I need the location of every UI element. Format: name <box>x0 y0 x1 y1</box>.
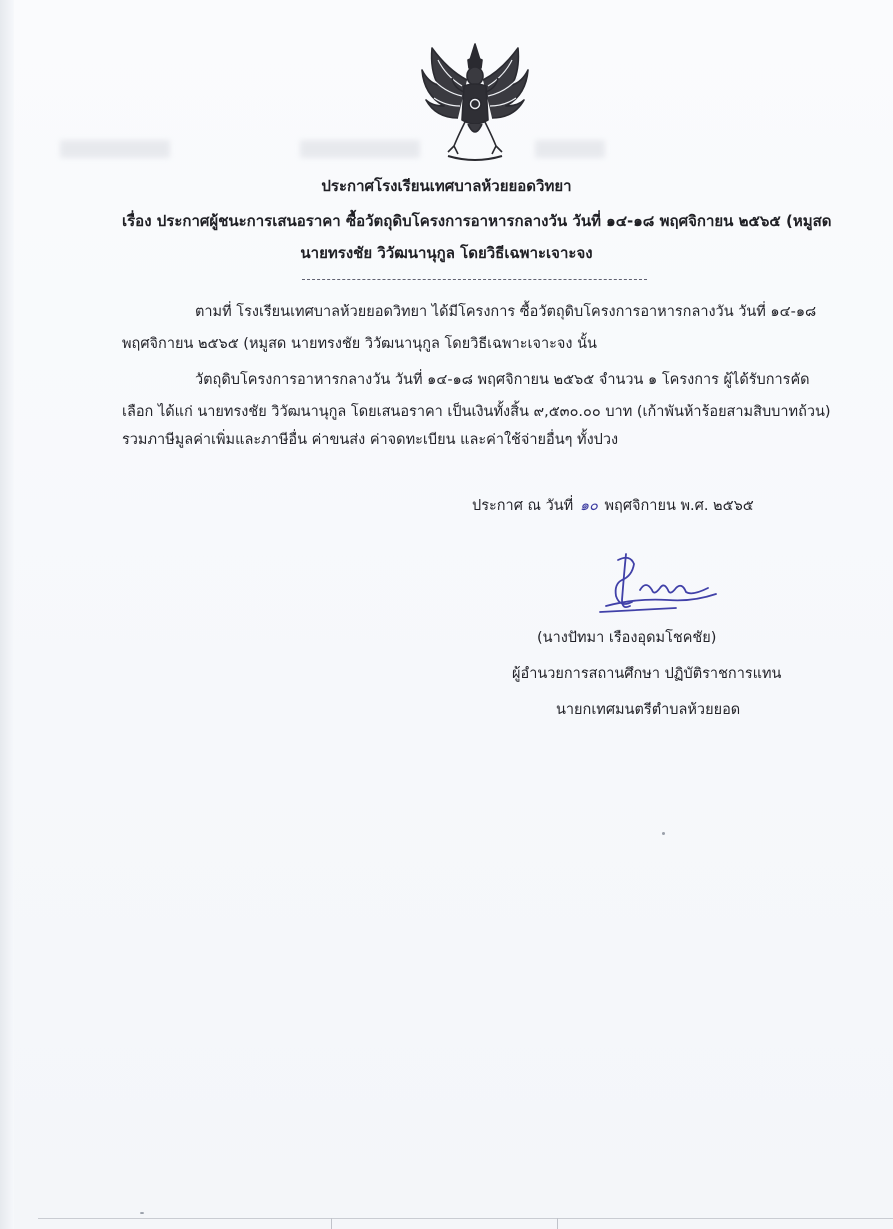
scan-smudge-right <box>535 140 605 158</box>
footer-rule <box>38 1218 893 1219</box>
signatory-name: (นางปัทมา เรืองอุดมโชคชัย) <box>537 630 717 646</box>
announce-date-day: ๑๐ <box>579 498 598 514</box>
scan-smudge-left <box>60 140 170 158</box>
paragraph-2-line-2: เลือก ได้แก่ นายทรงชัย วิวัฒนานุกูล โดยเสนอราคา เป็นเงินทั้งสิ้น ๙,๕๓๐.๐๐ บาท (เก้าพันห้าร้อยสามสิบบาทถ้วน) <box>122 404 831 420</box>
signatory-position-line-2: นายกเทศมนตรีตำบลห้วยยอด <box>556 702 741 718</box>
signatory-position-line-1: ผู้อำนวยการสถานศึกษา ปฏิบัติราชการแทน <box>512 666 782 682</box>
header-divider <box>302 279 647 280</box>
subject-line-1: เรื่อง ประกาศผู้ชนะการเสนอราคา ซื้อวัตถุดิบโครงการอาหารกลางวัน วันที่ ๑๔-๑๘ พฤศจิกายน ๒๕๖๕ (หมูสด <box>122 212 832 230</box>
paragraph-1-line-2: พฤศจิกายน ๒๕๖๕ (หมูสด นายทรงชัย วิวัฒนานุกูล โดยวิธีเฉพาะเจาะจง นั้น <box>122 336 597 352</box>
footer-column-divider <box>331 1218 332 1229</box>
paragraph-2-line-1: วัตถุดิบโครงการอาหารกลางวัน วันที่ ๑๔-๑๘ พฤศจิกายน ๒๕๖๕ จำนวน ๑ โครงการ ผู้ได้รับการคัด <box>195 372 810 388</box>
paragraph-1-line-1: ตามที่ โรงเรียนเทศบาลห้วยยอดวิทยา ได้มีโครงการ ซื้อวัตถุดิบโครงการอาหารกลางวัน วันที่ ๑๔-๑๘ <box>195 304 817 320</box>
handwritten-signature <box>596 550 726 622</box>
scan-smudge-center <box>300 140 420 158</box>
document-title: ประกาศโรงเรียนเทศบาลห้วยยอดวิทยา <box>321 177 572 195</box>
garuda-emblem-icon <box>418 40 532 164</box>
announce-date-prefix: ประกาศ ณ วันที่ <box>472 498 574 514</box>
announce-date-suffix: พฤศจิกายน พ.ศ. ๒๕๖๕ <box>604 498 754 514</box>
footer-column-divider <box>557 1218 558 1229</box>
announce-date <box>472 496 754 516</box>
subject-line-2: นายทรงชัย วิวัฒนานุกูล โดยวิธีเฉพาะเจาะจง <box>300 244 593 262</box>
paragraph-2-line-3: รวมภาษีมูลค่าเพิ่มและภาษีอื่น ค่าขนส่ง ค่าจดทะเบียน และค่าใช้จ่ายอื่นๆ ทั้งปวง <box>122 432 619 448</box>
scan-speck <box>662 832 665 835</box>
scan-speck <box>140 1212 144 1214</box>
